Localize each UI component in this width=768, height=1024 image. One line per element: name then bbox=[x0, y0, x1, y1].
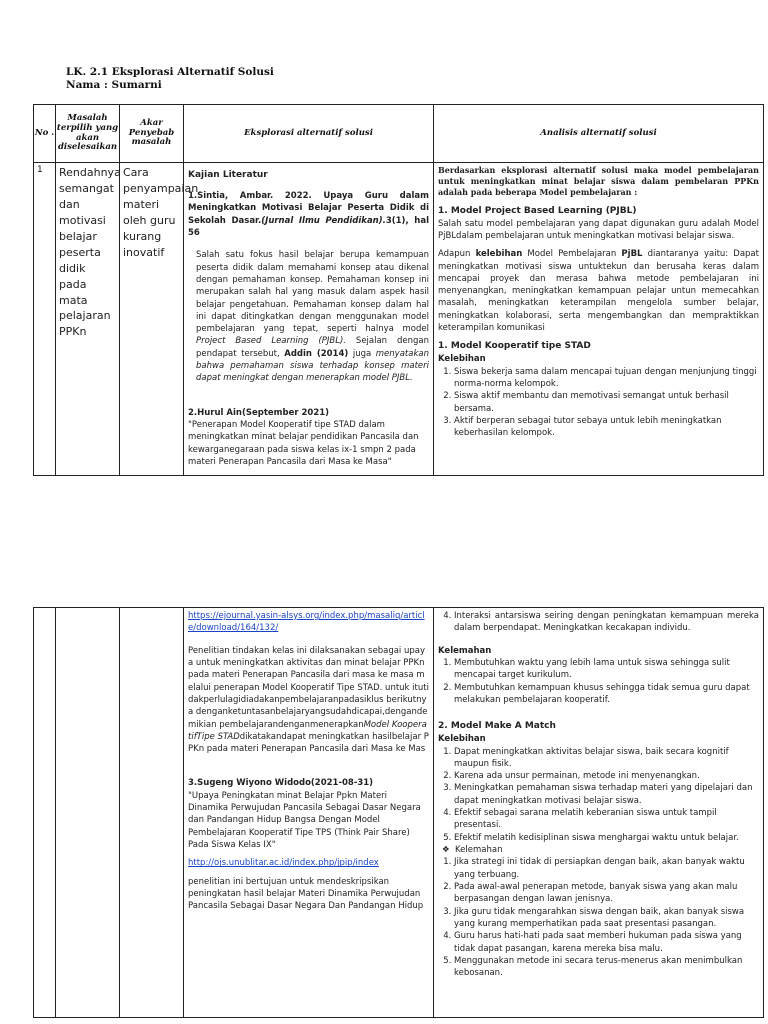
list-item: 4. Interaksi antarsiswa seiring dengan peningkatan kemampuan mereka dalam berpendapat. Meningkatkan kecakapan individu. bbox=[454, 610, 759, 635]
list-item: 5. Efektif melatih kedisiplinan siswa menghargai waktu untuk belajar. bbox=[454, 832, 759, 844]
table-header-row bbox=[34, 105, 764, 163]
reference-2-summary: Penelitian tindakan kelas ini dilaksanakan sebagai upaya untuk meningkatkan aktivitas dan minat belajar PPKn pada materi Penerapan Pancasila dari masa ke masa melalui penerapan Model Kooperatif Tipe STAD. untuk itutidakperlulagidiadakanpembelajaranpadasiklus berikutnya denganketuntasanbelajaryangsudahdicapai,dengandemikian pembelajarandenganmenerapkanModel KooperatifTipe STADdikatakandapat meningkatkan hasilbelajar PPKn pada materi Penerapan Pancasila dari Masa ke Mas bbox=[188, 645, 429, 755]
header-no: No . bbox=[34, 105, 56, 163]
akar-cell-empty bbox=[120, 608, 184, 1018]
pjbl-advantages: Adapun kelebihan Model Pembelajaran PjBL diantaranya yaitu: Dapat meningkatkan motivasi siswa untuktekun dan berusaha keras dalam mencapai proyek dan merasa bahwa metode pembelajaran ini menyenangkan, meningkatkan kemampuan pelajar untun memecahkan masalah, meningkatkan keterampilan mengelola sumber belajar, meningkatkan kolaborasi, serta mengembangkan dan mempraktikkan keterampilan komunikasi bbox=[438, 249, 759, 334]
list-item: 2. Karena ada unsur permainan, metode ini menyenangkan. bbox=[454, 770, 759, 782]
row-number-empty bbox=[34, 608, 56, 1018]
reference-1-summary: Salah satu fokus hasil belajar berupa kemampuan peserta didik dalam memahami konsep atau dikenal dengan pemahaman konsep. Pemahaman konsep ini merupakan salah hal yang masuk dalam aspek hasil belajar pengetahuan. Pemahaman konsep dalam hal ini dapat ditingkatkan dengan menggunakan model pembelajaran yang tepat, seperti halnya model Project Based Learning (PJBL). Sejalan dengan pendapat tersebut, Addin (2014) juga menyatakan bahwa pemahaman siswa terhadap konsep materi dapat meningkat dengan menerapkan model PJBL. bbox=[196, 250, 429, 384]
list-item: 1. Membutuhkan waktu yang lebih lama untuk siswa sehingga sulit mencapai target kurikulum. bbox=[454, 657, 759, 682]
list-item: 3. Aktif berperan sebagai tutor sebaya untuk lebih meningkatkan keberhasilan kelompok. bbox=[454, 415, 759, 440]
stad-advantages-list bbox=[438, 366, 759, 440]
mam-weakness-list bbox=[438, 856, 759, 979]
stad-kelebihan-label: Kelebihan bbox=[438, 354, 486, 365]
reference-3-title: 3.Sugeng Wiyono Widodo(2021-08-31) bbox=[188, 778, 374, 789]
reference-1: 1.Sintia, Ambar. 2022. Upaya Guru dalam Meningkatkan Motivasi Belajar Peserta Didik di Sekolah Dasar.(Jurnal Ilmu Pendidikan).3(1), hal 56 bbox=[188, 191, 429, 238]
masalah-cell: Rendahnya semangat dan motivasi belajar peserta didik pada mata pelajaran PPKn bbox=[56, 163, 120, 476]
analisis-cell bbox=[434, 608, 764, 1018]
table-row bbox=[34, 608, 764, 1018]
header-analisis: Analisis alternatif solusi bbox=[434, 105, 764, 163]
list-item: 3. Jika guru tidak mengarahkan siswa dengan baik, akan banyak siswa yang kurang memperhatikan pada saat presentasi pasangan. bbox=[454, 906, 759, 931]
eksplorasi-cell bbox=[184, 163, 434, 476]
list-item: 4. Guru harus hati-hati pada saat memberi hukuman pada siswa yang tidak dapat pasangan, karena mereka bisa malu. bbox=[454, 930, 759, 955]
journal-link-1[interactable]: https://ejournal.yasin-alsys.org/index.php/masaliq/article/download/164/132/ bbox=[188, 611, 425, 634]
row-number: 1 bbox=[34, 163, 56, 476]
mam-heading: 2. Model Make A Match bbox=[438, 721, 556, 732]
list-item: 2. Membutuhkan kemampuan khusus sehingga tidak semua guru dapat melakukan pembelajaran kooperatif. bbox=[454, 682, 759, 707]
table-row bbox=[34, 163, 764, 476]
stad-advantages-list-cont bbox=[438, 610, 759, 635]
stad-heading: 1. Model Kooperatif tipe STAD bbox=[438, 341, 591, 352]
list-item: 1. Siswa bekerja sama dalam mencapai tujuan dengan menjunjung tinggi norma-norma kelompok. bbox=[454, 366, 759, 391]
eksplorasi-cell bbox=[184, 608, 434, 1018]
pjbl-heading: 1. Model Project Based Learning (PJBL) bbox=[438, 205, 637, 216]
list-item: 3. Meningkatkan pemahaman siswa terhadap materi yang dipelajari dan dapat meningkatkan motivasi belajar siswa. bbox=[454, 782, 759, 807]
pjbl-definition: Salah satu model pembelajaran yang dapat digunakan guru adalah Model PjBLdalam pembelajaran untuk meningkatkan motivasi belajar siswa. bbox=[438, 218, 759, 241]
solution-table-page-1 bbox=[33, 104, 764, 476]
document-title: LK. 2.1 Eksplorasi Alternatif Solusi bbox=[66, 66, 274, 78]
list-item: 1. Jika strategi ini tidak di persiapkan dengan baik, akan banyak waktu yang terbuang. bbox=[454, 856, 759, 881]
journal-link-2[interactable]: http://ojs.unublitar.ac.id/index.php/jpip/index bbox=[188, 858, 379, 869]
diamond-bullet-icon: ❖ bbox=[442, 845, 450, 856]
name-line: Nama : Sumarni bbox=[66, 79, 162, 91]
akar-cell: Cara penyampaian materi oleh guru kurang inovatif bbox=[120, 163, 184, 476]
header-masalah: Masalah terpilih yang akan diselesaikan bbox=[56, 105, 120, 163]
solution-table-page-2 bbox=[33, 607, 764, 1018]
stad-weakness-list bbox=[438, 657, 759, 706]
analisis-cell bbox=[434, 163, 764, 476]
kajian-heading: Kajian Literatur bbox=[188, 170, 268, 180]
reference-3-summary: penelitian ini bertujuan untuk mendeskripsikan peningkatan hasil belajar Materi Dinamika Perwujudan Pancasila Sebagai Dasar Negara Dan Pandangan Hidup bbox=[188, 876, 424, 912]
stad-kelemahan-label: Kelemahan bbox=[438, 645, 492, 656]
list-item: 2. Pada awal-awal penerapan metode, banyak siswa yang akan malu berpasangan dengan lawan jenisnya. bbox=[454, 881, 759, 906]
list-item: 4. Efektif sebagai sarana melatih keberanian siswa untuk tampil presentasi. bbox=[454, 807, 759, 832]
mam-advantages-list bbox=[438, 746, 759, 845]
reference-2-text: "Penerapan Model Kooperatif tipe STAD dalam meningkatkan minat belajar pendidikan Pancasila dan kewarganegaraan pada siswa kelas ix-1 smpn 2 pada materi Penerapan Pancasila dari Masa ke Masa" bbox=[188, 420, 419, 467]
list-item: 1. Dapat meningkatkan aktivitas belajar siswa, baik secara kognitif maupun fisik. bbox=[454, 746, 759, 771]
reference-2-title: 2.Hurul Ain(September 2021) bbox=[188, 407, 330, 418]
masalah-cell-empty bbox=[56, 608, 120, 1018]
list-item: 2. Siswa aktif membantu dan memotivasi semangat untuk berhasil bersama. bbox=[454, 390, 759, 415]
mam-kelebihan-label: Kelebihan bbox=[438, 734, 486, 745]
reference-3-text: "Upaya Peningkatan minat Belajar Ppkn Materi Dinamika Perwujudan Pancasila Sebagai Dasar Negara dan Pandangan Hidup Bangsa Dengan Model Pembelajaran Kooperatif Tipe TPS (Think Pair Share) Pada Siswa Kelas IX" bbox=[188, 790, 421, 850]
header-akar: Akar Penyebab masalah bbox=[120, 105, 184, 163]
list-item: 5. Menggunakan metode ini secara terus-menerus akan menimbulkan kebosanan. bbox=[454, 955, 759, 980]
mam-kelemahan-label: ❖ Kelemahan bbox=[442, 845, 503, 856]
analisis-intro: Berdasarkan eksplorasi alternatif solusi maka model pembelajaran untuk meningkatkan minat belajar siswa dalam pembelaran PPKn adalah pada beberapa Model pembelajaran : bbox=[438, 165, 759, 198]
header-eksplorasi: Eksplorasi alternatif solusi bbox=[184, 105, 434, 163]
